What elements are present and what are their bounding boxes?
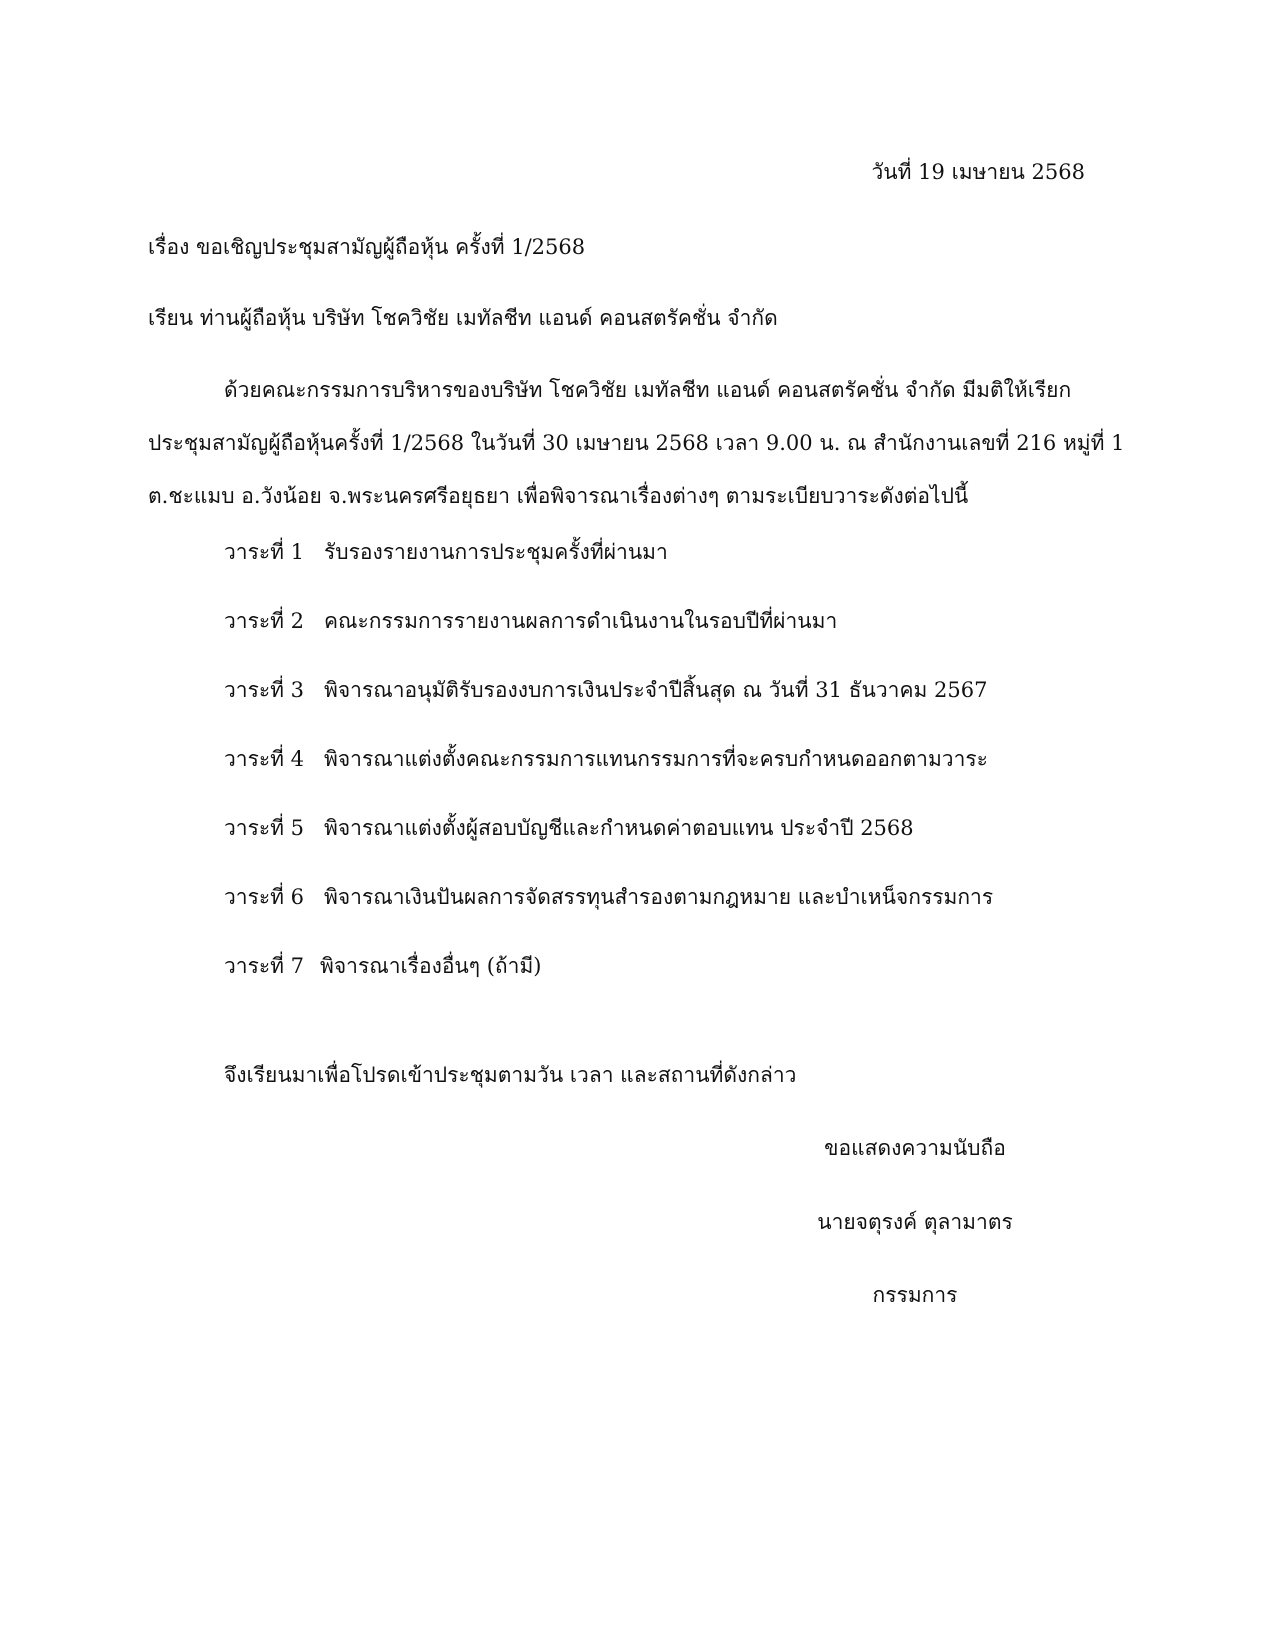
body-line-2: ประชุมสามัญผู้ถือหุ้นครั้งที่ 1/2568 ในวันที่ 30 เมษายน 2568 เวลา 9.00 น. ณ สำนักงานเลขที่ 216 หมู่ที่ 1 bbox=[148, 431, 1125, 455]
letter-subject: เรื่อง ขอเชิญประชุมสามัญผู้ถือหุ้น ครั้งที่ 1/2568 bbox=[148, 235, 586, 259]
agenda-number: วาระที่ 4 bbox=[224, 747, 305, 771]
agenda-item-2 bbox=[224, 606, 837, 636]
agenda-number: วาระที่ 6 bbox=[224, 885, 305, 909]
agenda-item-6 bbox=[224, 882, 993, 912]
agenda-text: พิจารณาเงินปันผลการจัดสรรทุนสำรองตามกฎหมาย และบำเหน็จกรรมการ bbox=[324, 885, 994, 909]
agenda-number: วาระที่ 5 bbox=[224, 816, 305, 840]
agenda-text: รับรองรายงานการประชุมครั้งที่ผ่านมา bbox=[324, 540, 668, 564]
closing-sentence: จึงเรียนมาเพื่อโปรดเข้าประชุมตามวัน เวลา และสถานที่ดังกล่าว bbox=[224, 1063, 797, 1087]
agenda-text: พิจารณาแต่งตั้งผู้สอบบัญชีและกำหนดค่าตอบแทน ประจำปี 2568 bbox=[324, 816, 914, 840]
signature-name: นายจตุรงค์ ตุลามาตร bbox=[817, 1210, 1013, 1234]
letter-salutation: เรียน ท่านผู้ถือหุ้น บริษัท โชควิชัย เมทัลชีท แอนด์ คอนสตรัคชั่น จำกัด bbox=[148, 306, 778, 330]
agenda-item-5 bbox=[224, 813, 914, 843]
agenda-number: วาระที่ 2 bbox=[224, 609, 305, 633]
agenda-number: วาระที่ 1 bbox=[224, 540, 305, 564]
signature-title: กรรมการ bbox=[872, 1283, 958, 1307]
body-line-1: ด้วยคณะกรรมการบริหารของบริษัท โชควิชัย เมทัลชีท แอนด์ คอนสตรัคชั่น จำกัด มีมติให้เรียก bbox=[224, 378, 1072, 402]
agenda-text: พิจารณาอนุมัติรับรองงบการเงินประจำปีสิ้นสุด ณ วันที่ 31 ธันวาคม 2567 bbox=[324, 678, 988, 702]
agenda-text: พิจารณาเรื่องอื่นๆ (ถ้ามี) bbox=[320, 954, 542, 978]
agenda-item-1 bbox=[224, 537, 668, 567]
body-line-3: ต.ชะแมบ อ.วังน้อย จ.พระนครศรีอยุธยา เพื่อพิจารณาเรื่องต่างๆ ตามระเบียบวาระดังต่อไปนี้ bbox=[148, 484, 969, 508]
agenda-number: วาระที่ 7 bbox=[224, 954, 305, 978]
agenda-number: วาระที่ 3 bbox=[224, 678, 305, 702]
agenda-text: พิจารณาแต่งตั้งคณะกรรมการแทนกรรมการที่จะครบกำหนดออกตามวาระ bbox=[324, 747, 988, 771]
letter-date: วันที่ 19 เมษายน 2568 bbox=[871, 160, 1085, 184]
agenda-item-7 bbox=[224, 951, 541, 981]
agenda-item-3 bbox=[224, 675, 987, 705]
signature-regards: ขอแสดงความนับถือ bbox=[824, 1136, 1006, 1160]
agenda-item-4 bbox=[224, 744, 988, 774]
agenda-text: คณะกรรมการรายงานผลการดำเนินงานในรอบปีที่ผ่านมา bbox=[324, 609, 838, 633]
